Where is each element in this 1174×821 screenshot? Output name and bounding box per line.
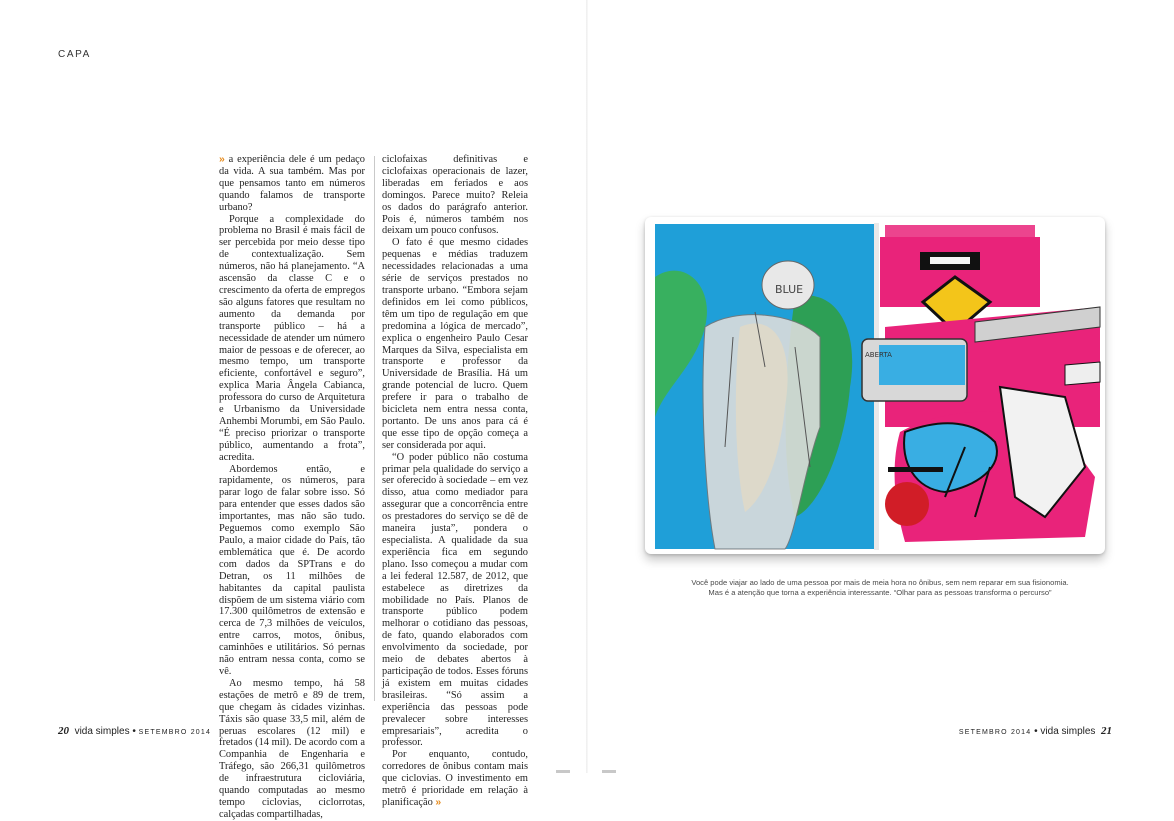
paragraph: O fato é que mesmo cidades pequenas e médias traduzem necessidades relacionadas a uma série de serviços prestados no transporte urbano. “Embora sejam definidos em lei como públicos, têm um tipo de regulação em que predomina a lógica de mercado”, explica o engenheiro Paulo Cesar Marques da Silva, especialista em transporte e professor da Universidade de Brasília. Há um grande potencial de lucro. Quem prefere ir para o trabalho de bicicleta nem entra nessa conta, portanto. De uns anos para cá é que esse tipo de opção começa a ser considerada por aqui. bbox=[382, 237, 528, 451]
page-nav-right[interactable] bbox=[602, 770, 616, 773]
paragraph bbox=[382, 749, 528, 809]
page-spine bbox=[586, 0, 588, 773]
folio-left bbox=[58, 725, 211, 737]
magazine-name: vida simples bbox=[74, 726, 130, 737]
paragraph: Ao mesmo tempo, há 58 estações de metrô e 89 de trem, que chegam às cidades vizinhas. Táxis são quase 33,5 mil, além de peruas escolares (12 mil) e fretados (14 mil). De acordo com a Companhia de Engenharia e Tráfego, são 266,31 quilômetros de infraestrutura cicloviária, quando computadas ao mesmo tempo ciclovias, ciclorrotas, calçadas compartilhadas, bbox=[219, 677, 365, 820]
article-column-2 bbox=[382, 154, 528, 808]
issue-date: SETEMBRO 2014 bbox=[958, 729, 1032, 736]
paragraph-text: a experiência dele é um pedaço da vida. A sua também. Mas por que pensamos tanto em números quando falamos de transporte urbano? bbox=[219, 154, 365, 213]
continuation-marker: » bbox=[435, 796, 442, 808]
sketch-label-blue: BLUE bbox=[775, 283, 804, 296]
paragraph: Porque a complexidade do problema no Brasil é mais fácil de ser percebida por meio desse tipo de contextualização. Sem números, não há planejamento. “A ascensão da classe C e o crescimento da oferta de empregos são alguns fatores que resultam no aumento da demanda por transporte público – há a necessidade de atender um número maior de pessoas e de oferecer, ao mesmo tempo, um transporte eficiente, confortável e seguro”, explica Maria Ângela Cabianca, professora do curso de Arquitetura e Urbanismo da Universidade Anhembi Morumbi, em São Paulo. “É preciso priorizar o transporte público, aumentando a frota”, acredita. bbox=[219, 213, 365, 463]
page-number-right: 21 bbox=[1101, 725, 1112, 737]
issue-date: SETEMBRO 2014 bbox=[138, 729, 212, 736]
caption-line-1: Você pode viajar ao lado de uma pessoa por mais de meia hora no ônibus, sem nem reparar em sua fisionomia. bbox=[691, 578, 1069, 587]
paragraph: Abordemos então, e rapidamente, os números, para parar logo de falar sobre isso. Só para entender que esses dados são importantes, mas não são tudo. Peguemos como exemplo São Paulo, a maior cidade do País, tão emblemática que é. De acordo com dados da SPTrans e do Detran, os 11 milhões de habitantes da capital paulista dispõem de um sistema viário com 17.300 quilômetros de extensão e cerca de 7,3 milhões de veículos, entre carros, motos, ônibus, caminhões e utilitários. Só pernas não entram nessa conta, como se vê. bbox=[219, 463, 365, 677]
continuation-marker: » bbox=[219, 154, 225, 165]
caption-line-2: Mas é a atenção que torna a experiência interessante. “Olhar para as pessoas transforma o percurso” bbox=[708, 588, 1052, 597]
sketch-label-aberta: ABERTA bbox=[865, 351, 892, 359]
sketchbook-photo bbox=[645, 217, 1105, 554]
folio-bullet: • bbox=[1034, 726, 1038, 737]
paragraph bbox=[219, 154, 365, 214]
photo-caption bbox=[640, 578, 1120, 598]
article-column-1 bbox=[219, 154, 365, 820]
sketchbook-illustration bbox=[645, 217, 1105, 554]
folio-bullet: • bbox=[132, 726, 136, 737]
right-page-drawing bbox=[862, 224, 1100, 549]
paragraph: “O poder público não costuma primar pela qualidade do serviço a ser oferecido à sociedade – em vez disso, atua como mediador para assegurar que a concorrência entre os prestadores do serviço se dê de maneira justa”, pondera o especialista. A qualidade da sua experiência fica em segundo plano. Isso começou a mudar com a lei federal 12.587, de 2012, que estabelece as diretrizes da mobilidade no País. Planos de transporte público podem melhorar o cotidiano das pessoas, de fato, quando elaborados com envolvimento da sociedade, por meio de debates abertos à participação de todos. Esses fóruns já existem em muitas cidades brasileiras. “Só assim a experiência das pessoas pode prevalecer sobre interesses empresariais”, acredita o professor. bbox=[382, 451, 528, 749]
paragraph-text: Por enquanto, contudo, corredores de ônibus contam mais que ciclovias. O investimento em metrô é prioridade em relação à planificação bbox=[382, 749, 528, 808]
page-number-left: 20 bbox=[58, 725, 69, 737]
magazine-name: vida simples bbox=[1040, 726, 1096, 737]
column-divider bbox=[374, 156, 375, 701]
paragraph: ciclofaixas definitivas e ciclofaixas operacionais de lazer, liberadas em feriados e aos domingos. Parece muito? Releia os dados do parágrafo anterior. Pois é, números também nos deixam um pouco confusos. bbox=[382, 154, 528, 237]
sketchbook bbox=[645, 217, 1105, 554]
left-page-drawing bbox=[655, 224, 875, 549]
page-nav-left[interactable] bbox=[556, 770, 570, 773]
folio-right bbox=[959, 725, 1112, 737]
section-label: CAPA bbox=[58, 49, 91, 60]
